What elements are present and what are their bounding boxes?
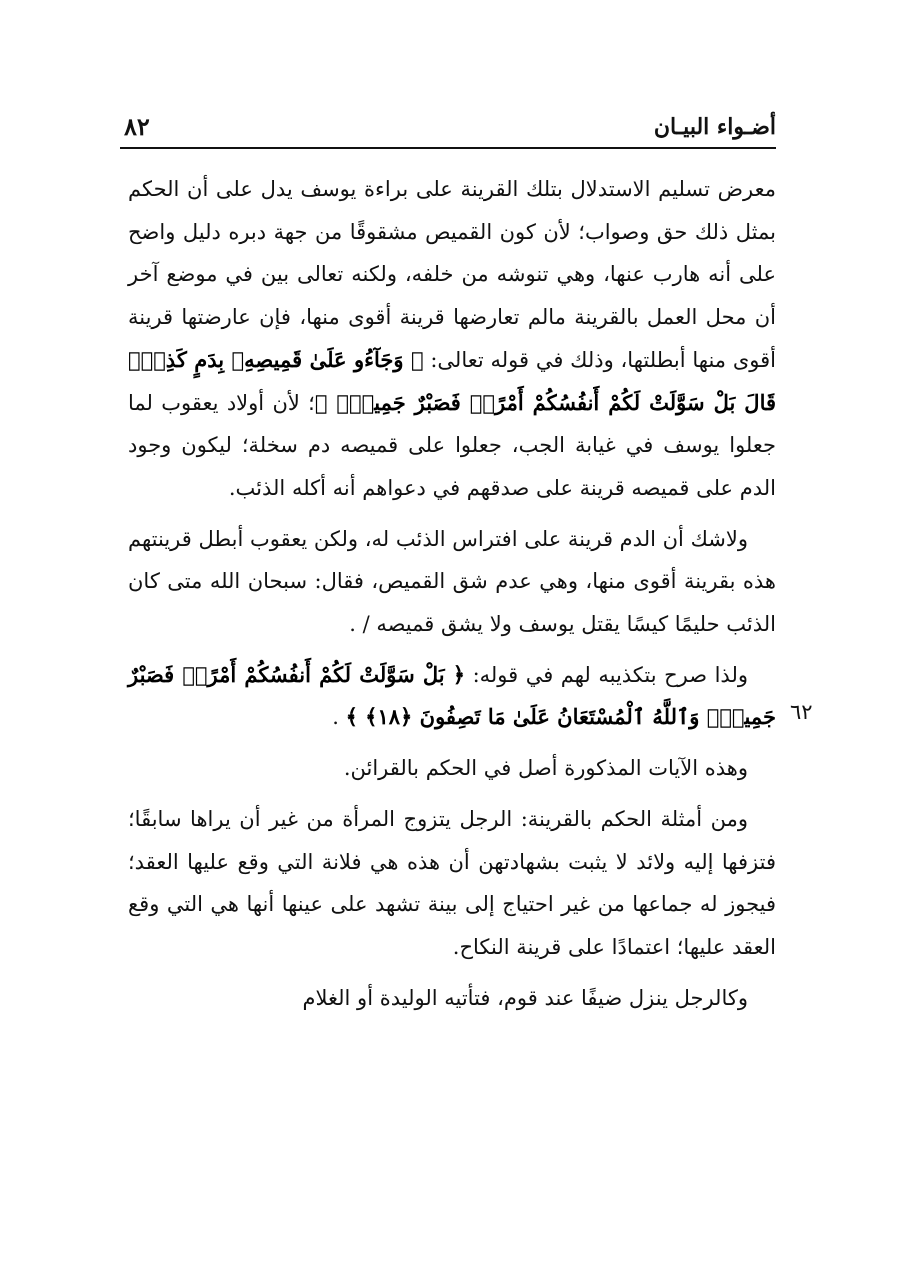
page-header: [124, 106, 776, 146]
paragraph-text: .: [332, 705, 346, 730]
paragraph-text: وكالرجل ينزل ضيفًا عند قوم، فتأتيه الوليدة أو الغلام: [302, 985, 748, 1010]
quran-verse: ﴿ بَلْ سَوَّلَتْ لَكُمْ أَنفُسُكُمْ أَمْرًاۖ فَصَبْرٌ جَمِيلٌۖ وَٱللَّهُ ٱلْمُسْتَعَانُ عَلَىٰ مَا تَصِفُونَ ﴿١٨﴾ ﴾: [128, 661, 776, 730]
quran-verse: ﴿ وَجَآءُو عَلَىٰ قَمِيصِهِۦ بِدَمٍ كَذِبٍۚ قَالَ بَلْ سَوَّلَتْ لَكُمْ أَنفُسُكُمْ أَمْرًاۖ فَصَبْرٌ جَمِيلٌۖ ﴾: [128, 346, 776, 415]
paragraph-2: [128, 518, 776, 646]
paragraph-text: ولذا صرح بتكذيبه لهم في قوله:: [465, 662, 748, 687]
running-title: أضـواء البيـان: [653, 114, 776, 140]
paragraph-1: [128, 168, 776, 510]
header-divider: [120, 147, 776, 149]
paragraph-text: ؛ لأن أولاد يعقوب لما جعلوا يوسف في غيابة الجب، جعلوا على قميصه دم سخلة؛ ليكون وجود الدم على قميصه قرينة على صدقهم في دعواهم أنه أكله الذئب.: [128, 390, 776, 500]
paragraph-text: ولاشك أن الدم قرينة على افتراس الذئب له، ولكن يعقوب أبطل قرينتهم هذه بقرينة أقوى منها، وهي عدم شق القميص، فقال: سبحان الله متى كان الذئب حليمًا كيسًا يقتل يوسف ولا يشق قميصه / .: [128, 526, 776, 637]
page-number: ٨٢: [124, 112, 150, 141]
paragraph-6: [128, 977, 776, 1020]
margin-page-reference: ٦٢: [790, 700, 813, 724]
paragraph-5: [128, 798, 776, 969]
paragraph-text: وهذه الآيات المذكورة أصل في الحكم بالقرائن.: [343, 756, 748, 781]
paragraph-4: [128, 747, 776, 790]
main-text: [128, 168, 776, 1019]
paragraph-3: [128, 654, 776, 739]
paragraph-text: ومن أمثلة الحكم بالقرينة: الرجل يتزوج المرأة من غير أن يراها سابقًا؛ فتزفها إليه ولائد لا يثبت بشهادتهن أن هذه هي فلانة التي وقع عليها العقد؛ فيجوز له جماعها من غير احتياج إلى بينة تشهد على عينها أنها هي التي وقع العقد عليها؛ اعتمادًا على قرينة النكاح.: [128, 806, 776, 959]
paragraph-text: معرض تسليم الاستدلال بتلك القرينة على براءة يوسف يدل على أن الحكم بمثل ذلك حق وصواب؛ لأن كون القميص مشقوقًا من جهة دبره دليل واضح على أنه هارب عنها، وهي تنوشه من خلفه، ولكنه تعالى بين في موضع آخر أن محل العمل بالقرينة مالم تعارضها قرينة أقوى منها، فإن عارضتها قرينة أقوى منها أبطلتها، وذلك في قوله تعالى:: [128, 177, 776, 372]
